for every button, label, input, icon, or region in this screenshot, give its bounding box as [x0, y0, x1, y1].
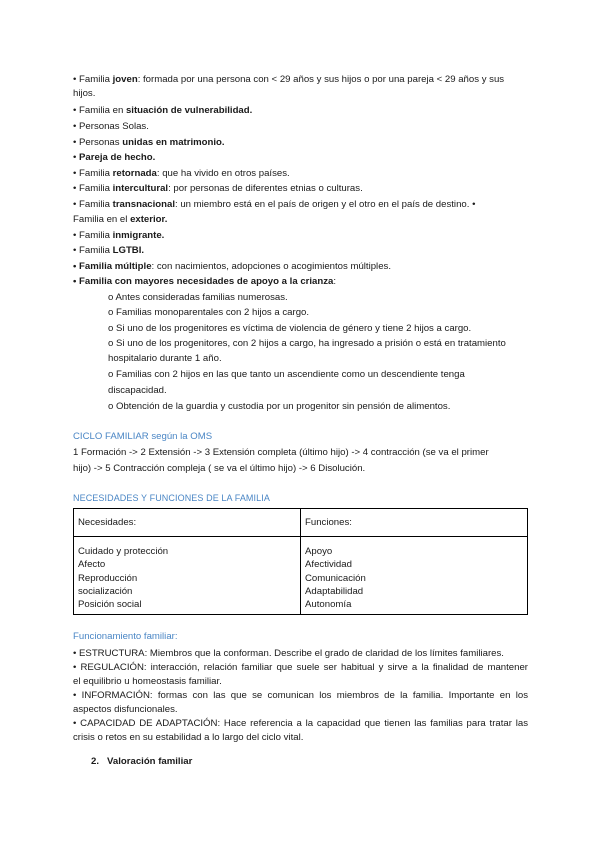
ciclo-line-1: 1 Formación -> 2 Extensión -> 3 Extensión completa (último hijo) -> 4 contracción (se va el primer [73, 447, 489, 458]
table-header-funciones: Funciones: [301, 509, 528, 537]
funcion-item: Adaptabilidad [305, 585, 364, 597]
table-header-necesidades: Necesidades: [74, 509, 301, 537]
necesidad-item: Afecto [78, 559, 106, 571]
list-item-intercultural: • Familia intercultural: por personas de diferentes etnias o culturas. [73, 183, 363, 194]
sub-item: o Si uno de los progenitores es víctima de violencia de género y tiene 2 hijos a cargo. [108, 323, 472, 334]
sub-item: o Si uno de los progenitores, con 2 hijos a cargo, ha ingresado a prisión o está en tratamiento [108, 338, 506, 349]
sub-item: o Familias con 2 hijos en las que tanto un ascendiente como un descendiente tenga [108, 369, 465, 380]
list-item-crianza: • Familia con mayores necesidades de apoyo a la crianza: [73, 276, 337, 287]
necesidades-table [73, 508, 528, 615]
list-item-lgtbi: • Familia LGTBI. [73, 245, 145, 256]
necesidades-heading: NECESIDADES Y FUNCIONES DE LA FAMILIA [73, 493, 270, 503]
list-item-joven: • Familia joven: formada por una persona con < 29 años y sus hijos o por una pareja < 29 años y sus [73, 74, 505, 85]
sub-item-cont: discapacidad. [108, 385, 167, 396]
necesidad-item: socialización [78, 585, 133, 597]
list-item-exterior: Familia en el exterior. [73, 214, 168, 225]
sub-item: o Obtención de la guardia y custodia por un progenitor sin pensión de alimentos. [108, 401, 451, 412]
list-item-matrimonio: • Personas unidas en matrimonio. [73, 137, 225, 148]
sub-item-cont: hospitalario durante 1 año. [108, 353, 222, 364]
list-item-pareja: • Pareja de hecho. [73, 152, 156, 163]
necesidad-item: Cuidado y protección [78, 546, 169, 557]
funcion-item: Autonomía [305, 599, 352, 611]
list-item-joven-cont: hijos. [73, 88, 96, 99]
section-2-number: 2. [91, 756, 100, 767]
list-item-solas: • Personas Solas. [73, 121, 149, 132]
ciclo-heading: CICLO FAMILIAR según la OMS [73, 431, 213, 442]
ciclo-line-2: hijo) -> 5 Contracción compleja ( se va el último hijo) -> 6 Disolución. [73, 463, 366, 474]
funcion-item: Apoyo [305, 546, 333, 557]
section-2-title: Valoración familiar [107, 756, 193, 767]
funcionamiento-heading: Funcionamiento familiar: [73, 631, 178, 642]
necesidad-item: Posición social [78, 599, 142, 611]
funcionamiento-line: • ESTRUCTURA: Miembros que la conforman. Describe el grado de claridad de los límites familiares. [73, 648, 504, 659]
list-item-inmigrante: • Familia inmigrante. [73, 230, 165, 241]
funcionamiento-line: crisis o retos en su estabilidad a lo largo del ciclo vital. [73, 732, 304, 743]
necesidad-item: Reproducción [78, 572, 138, 584]
funcion-item: Comunicación [305, 572, 366, 584]
list-item-transnacional: • Familia transnacional: un miembro está en el país de origen y el otro en el país de destino. • [73, 199, 476, 210]
funcionamiento-line: • CAPACIDAD DE ADAPTACIÓN: Hace referencia a la capacidad que tienen las familias para tratar las [73, 718, 528, 729]
sub-item: o Familias monoparentales con 2 hijos a cargo. [108, 307, 310, 318]
funciones-cell [301, 537, 528, 615]
list-item-retornada: • Familia retornada: que ha vivido en otros países. [73, 168, 290, 179]
funcionamiento-line: aspectos disfuncionales. [73, 704, 178, 715]
funcion-item: Afectividad [305, 559, 352, 571]
funcionamiento-line: • INFORMACIÓN: formas con las que se comunican los miembros de la familia. Importante en los [73, 690, 528, 701]
funcionamiento-line: • REGULACIÓN: interacción, relación familiar que suele ser habitual y sirve a la finalidad de mantener [73, 662, 528, 673]
funcionamiento-line: el equilibrio u homeostasis familiar. [73, 676, 222, 687]
necesidades-cell [74, 537, 301, 615]
list-item-vulnerabilidad: • Familia en situación de vulnerabilidad. [73, 105, 253, 116]
list-item-multiple: • Familia múltiple: con nacimientos, adopciones o acogimientos múltiples. [73, 261, 391, 272]
sub-item: o Antes consideradas familias numerosas. [108, 292, 288, 303]
section-2-heading [91, 755, 192, 768]
